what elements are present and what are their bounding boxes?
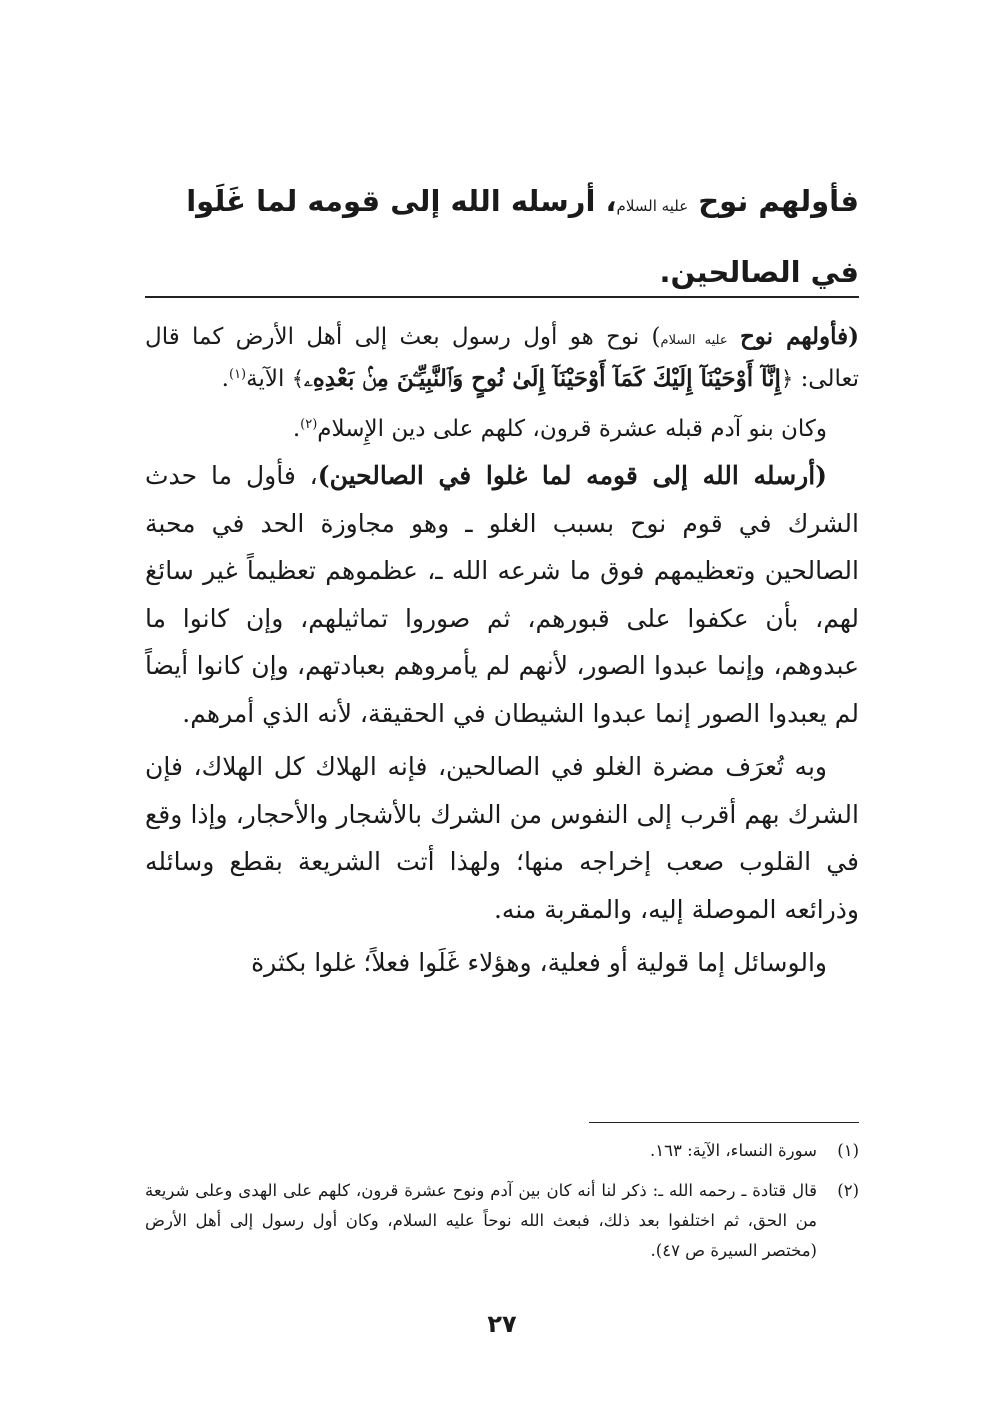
footnotes xyxy=(145,1136,859,1276)
paragraph-text: وكان بنو آدم قبله عشرة قرون، كلهم على دين الإِسلام xyxy=(317,416,827,442)
honorific-glyph: عليه السلام xyxy=(660,333,728,348)
paragraph-1 xyxy=(145,318,859,398)
commentary-body xyxy=(145,318,859,987)
footnote-divider xyxy=(589,1122,859,1123)
paragraph-text: . xyxy=(221,366,229,392)
footnote-number: (٢) xyxy=(837,1181,859,1200)
page xyxy=(145,0,859,1417)
quran-bracket-open: ﴿ xyxy=(780,367,794,391)
footnote-ref[interactable]: (١) xyxy=(228,367,247,382)
heading-divider xyxy=(145,296,859,298)
honorific-glyph: عليه السلام xyxy=(616,197,689,215)
page-number: ٢٧ xyxy=(487,1310,517,1338)
paragraph-text: ) نوح هو أول رسول بعث إلى أهل الأرض كما قال تعالى: xyxy=(145,324,859,392)
paragraph-text: . xyxy=(292,416,301,442)
paragraph-text: الآية xyxy=(246,366,285,392)
page-heading xyxy=(145,168,859,305)
quran-bracket-close: ﴾ xyxy=(291,367,304,391)
footnote-text: سورة النساء، الآية: ١٦٣. xyxy=(650,1141,817,1160)
footnote-item xyxy=(145,1176,859,1266)
footnote-item xyxy=(145,1136,859,1166)
paragraph-2 xyxy=(145,410,859,448)
paragraph-text: والوسائل إما قولية أو فعلية، وهؤلاء غَلَوا فعلاً؛ غلوا بكثرة xyxy=(251,948,827,977)
paragraph-text: وبه تُعرَف مضرة الغلو في الصالحين، فإنه الهلاك كل الهلاك، فإن الشرك بهم أقرب إلى النفوس من الشرك بالأشجار والأحجار، وإذا وقع في القلوب صعب إخراجه منها؛ ولهذا أتت الشريعة بقطع وسائله وذرائعه الموصلة إليه، والمقربة منه. xyxy=(145,752,859,924)
footnote-text: قال قتادة ـ رحمه الله ـ: ذكر لنا أنه كان بين آدم ونوح عشرة قرون، كلهم على الهدى وعلى شريعة من الحق، ثم اختلفوا بعد ذلك، فبعث الله نوحاً عليه السلام، وكان أول رسول إلى أهل الأرض (مختصر السيرة ص ٤٧). xyxy=(145,1181,817,1260)
quoted-phrase: (فأولهم نوح xyxy=(739,323,859,350)
quran-verse: إِنَّآ أَوْحَيْنَآ إِلَيْكَ كَمَآ أَوْحَيْنَآ إِلَىٰ نُوحٍ وَٱلنَّبِيِّـۧنَ مِنۢ بَعْدِهِۦ xyxy=(304,365,781,392)
paragraph-4 xyxy=(145,743,859,933)
footnote-ref[interactable]: (٢) xyxy=(300,417,318,432)
footnote-number: (١) xyxy=(837,1141,859,1160)
heading-text-2: ، أرسله الله إلى قومه لما غَلَوا في الصالحين. xyxy=(186,184,859,289)
paragraph-text: ، فأول ما حدث الشرك في قوم نوح بسبب الغلو ـ وهو مجاوزة الحد في محبة الصالحين وتعظيمهم فوق ما شرعه الله ـ، عظموهم تعظيماً غير سائغ لهم، بأن عكفوا على قبورهم، ثم صوروا تماثيلهم، وإن كانوا ما عبدوهم، وإنما عبدوا الصور، لأنهم لم يأمروهم بعبادتهم، وإن كانوا أيضاً لم يعبدوا الصور إنما عبدوا الشيطان في الحقيقة، لأنه الذي أمرهم. xyxy=(145,461,859,728)
paragraph-3 xyxy=(145,452,859,737)
quoted-phrase: (أرسله الله إلى قومه لما غلوا في الصالحين) xyxy=(317,461,827,490)
paragraph-5 xyxy=(145,939,859,987)
heading-text-1: فأولهم نوح xyxy=(698,184,859,218)
